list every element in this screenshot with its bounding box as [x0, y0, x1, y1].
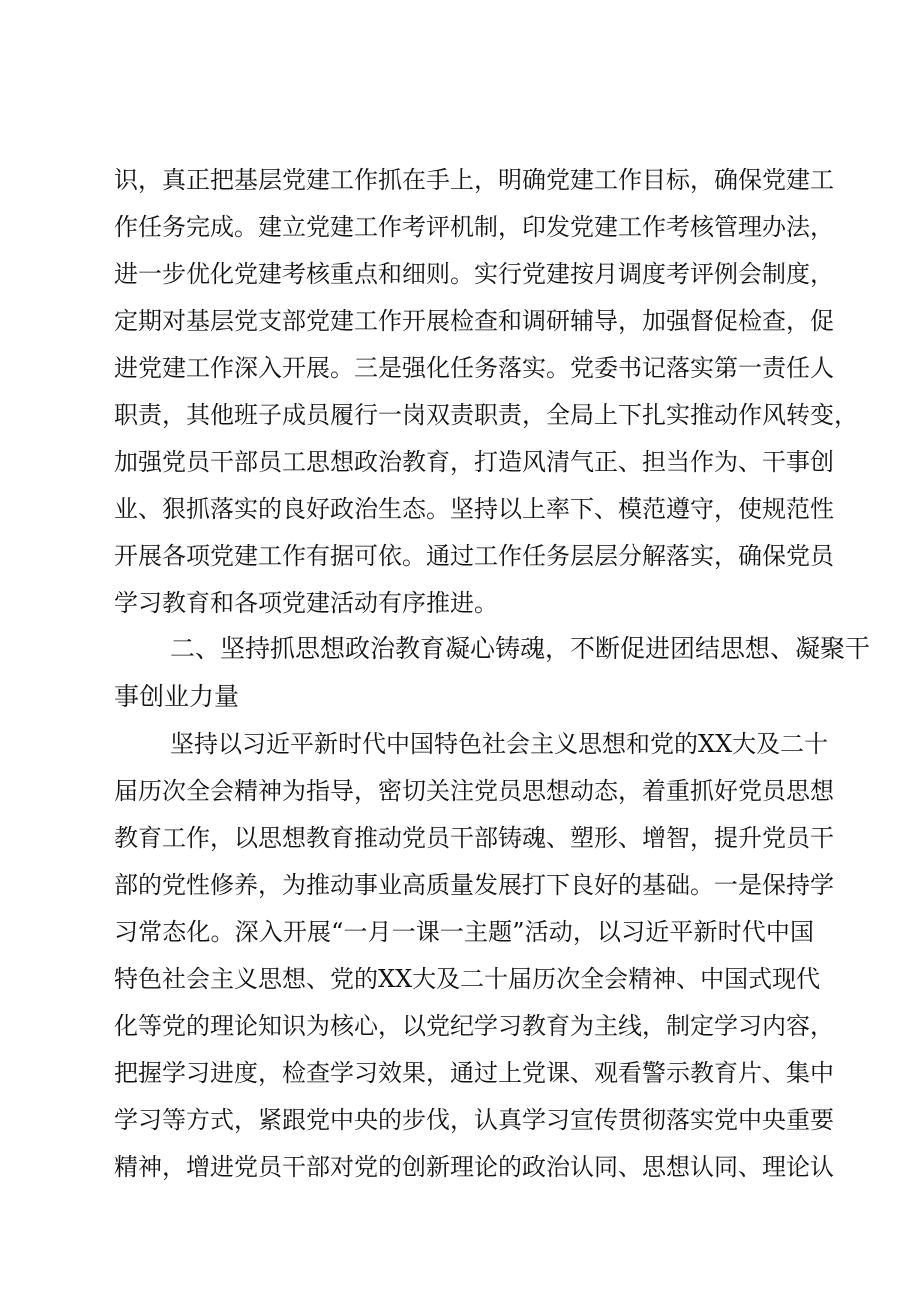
paragraph-line: 学习教育和各项党建活动有序推进。 — [114, 589, 498, 617]
paragraph-line: 业、狠抓落实的良好政治生态。坚持以上率下、模范遵守，使规范性 — [114, 495, 834, 523]
paragraph-line: 坚持以习近平新时代中国特色社会主义思想和党的XX大及二十 — [170, 730, 829, 758]
section-heading: 二、坚持抓思想政治教育凝心铸魂，不断促进团结思想、凝聚干 — [170, 634, 871, 663]
section-heading: 事创业力量 — [114, 682, 240, 711]
paragraph-line: 定期对基层党支部党建工作开展检查和调研辅导，加强督促检查，促 — [114, 307, 834, 335]
paragraph-line: 习常态化。深入开展“一月一课一主题”活动，以习近平新时代中国 — [114, 918, 814, 946]
paragraph-line: 进党建工作深入开展。三是强化任务落实。党委书记落实第一责任人 — [114, 354, 834, 382]
paragraph-line: 学习等方式，紧跟党中央的步伐，认真学习宣传贯彻落实党中央重要 — [114, 1106, 834, 1134]
paragraph-line: 加强党员干部员工思想政治教育，打造风清气正、担当作为、干事创 — [114, 448, 834, 476]
paragraph-line: 化等党的理论知识为核心，以党纪学习教育为主线，制定学习内容， — [114, 1012, 834, 1040]
paragraph-line: 部的党性修养，为推动事业高质量发展打下良好的基础。一是保持学 — [114, 871, 834, 899]
paragraph-line: 作任务完成。建立党建工作考评机制，印发党建工作考核管理办法， — [114, 213, 834, 241]
paragraph-line: 识，真正把基层党建工作抓在手上，明确党建工作目标，确保党建工 — [114, 166, 834, 194]
paragraph-line: 精神，增进党员干部对党的创新理论的政治认同、思想认同、理论认 — [114, 1153, 834, 1181]
paragraph-line: 教育工作，以思想教育推动党员干部铸魂、塑形、增智，提升党员干 — [114, 824, 834, 852]
paragraph-line: 进一步优化党建考核重点和细则。实行党建按月调度考评例会制度， — [114, 260, 834, 288]
paragraph-line: 开展各项党建工作有据可依。通过工作任务层层分解落实，确保党员 — [114, 542, 834, 570]
paragraph-line: 职责，其他班子成员履行一岗双责职责，全局上下扎实推动作风转变， — [114, 401, 858, 429]
paragraph-line: 特色社会主义思想、党的XX大及二十届历次全会精神、中国式现代 — [114, 965, 821, 993]
paragraph-line: 届历次全会精神为指导，密切关注党员思想动态，着重抓好党员思想 — [114, 777, 834, 805]
paragraph-line: 把握学习进度，检查学习效果，通过上党课、观看警示教育片、集中 — [114, 1059, 834, 1087]
